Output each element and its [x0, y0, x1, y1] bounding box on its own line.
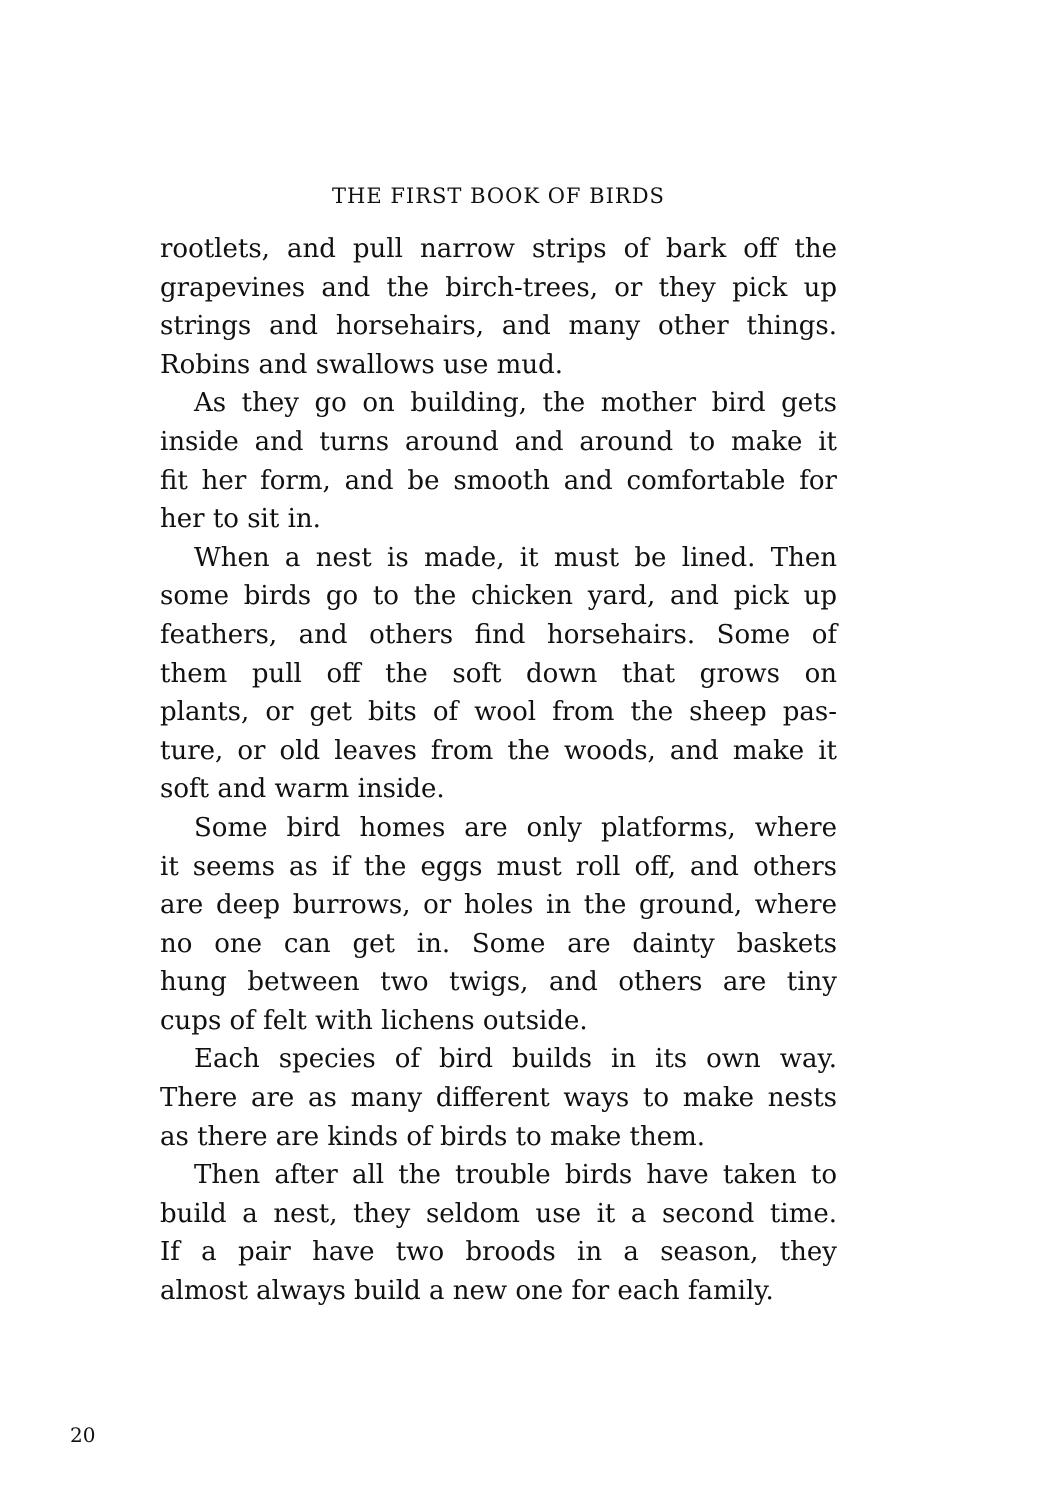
text-line: are deep burrows, or holes in the ground, where [160, 890, 837, 921]
text-line: her to sit in. [160, 504, 321, 535]
text-line: There are as many different ways to make nests [160, 1083, 837, 1114]
text-line: If a pair have two broods in a season, they [160, 1237, 837, 1268]
running-title: THE FIRST BOOK OF BIRDS [332, 184, 665, 208]
text-line: Robins and swallows use mud. [160, 349, 563, 380]
text-line: no one can get in. Some are dainty baskets [160, 928, 837, 959]
text-line: Then after all the trouble birds have taken to [194, 1160, 837, 1191]
text-line: soft and warm inside. [160, 774, 445, 805]
body-text [160, 230, 837, 1311]
text-line: rootlets, and pull narrow strips of bark off the [160, 234, 837, 264]
text-line: them pull off the soft down that grows on [160, 658, 837, 689]
text-line: Each species of bird builds in its own way. [194, 1044, 837, 1075]
text-line: build a nest, they seldom use it a second time. [160, 1198, 837, 1229]
text-line: almost always build a new one for each family. [160, 1276, 774, 1307]
text-line: cups of felt with lichens outside. [160, 1005, 588, 1036]
text-line: strings and horsehairs, and many other things. [160, 311, 837, 342]
text-line: as there are kinds of birds to make them. [160, 1121, 706, 1152]
text-line: ture, or old leaves from the woods, and make it [160, 735, 837, 766]
text-line: plants, or get bits of wool from the sheep pas- [160, 697, 837, 728]
text-line: some birds go to the chicken yard, and pick up [160, 581, 837, 612]
text-line: Some bird homes are only platforms, where [194, 812, 837, 843]
page-number: 20 [70, 1423, 96, 1447]
text-line: inside and turns around and around to make it [160, 426, 837, 457]
text-line: hung between two twigs, and others are tiny [160, 967, 837, 998]
text-line: it seems as if the eggs must roll off, and others [160, 851, 837, 882]
text-line: As they go on building, the mother bird gets [194, 388, 837, 419]
text-line: grapevines and the birch-trees, or they pick up [160, 272, 837, 303]
text-line: fit her form, and be smooth and comfortable for [160, 465, 837, 496]
text-line: feathers, and others find horsehairs. Some of [160, 619, 837, 650]
text-line: When a nest is made, it must be lined. Then [194, 542, 837, 573]
